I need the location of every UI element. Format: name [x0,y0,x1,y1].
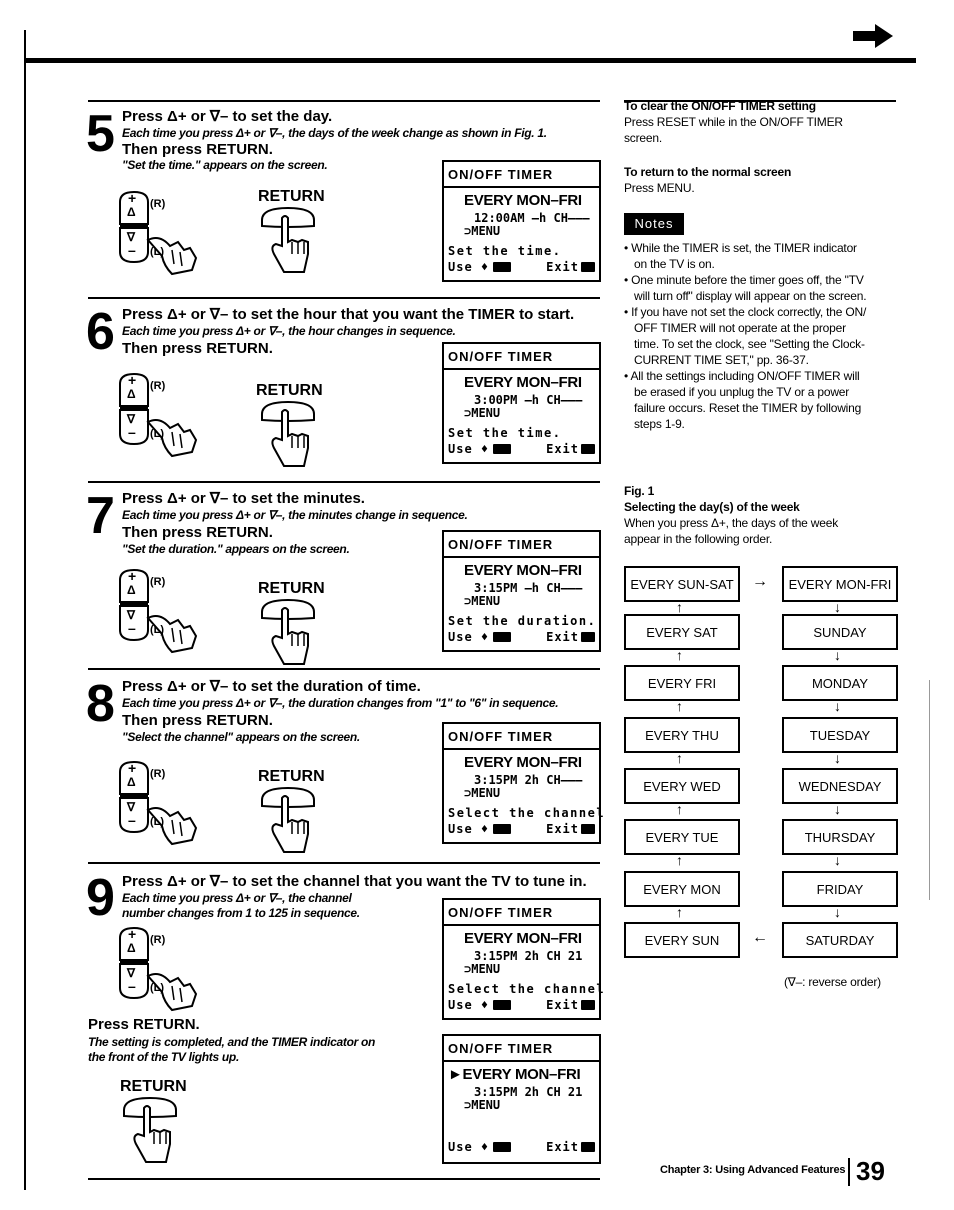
screen-exit-label: Exit [546,822,579,836]
menu-key-icon [581,1000,595,1010]
screen-header-divider [444,748,599,750]
screen-menu: ⊃MENU [464,786,501,800]
screen-menu: ⊃MENU [464,962,501,976]
screen-menu: ⊃MENU [464,224,501,238]
screen-use-label: Use ♦ [448,998,490,1012]
step-instruction: Press Δ+ or ∇– to set the minutes. [122,490,365,507]
arrow-down-icon: ↓ [834,852,841,868]
arrow-right-icon: → [752,573,768,590]
return-label: RETURN [120,1078,187,1095]
tv-screen-display [442,342,601,464]
day-box-right: MONDAY [782,665,898,701]
screen-header: ON/OFF TIMER [448,537,554,552]
top-rule [26,58,916,63]
menu-key-icon [581,444,595,454]
channel-buttons [112,372,222,462]
screen-time: 12:00AM –h CH––– [474,211,590,225]
note-line: steps 1-9. [634,417,685,431]
day-box-right: SUNDAY [782,614,898,650]
day-box-left: EVERY SUN-SAT [624,566,740,602]
screen-mode: EVERY MON–FRI [464,754,582,771]
return-button-icon [120,1096,180,1166]
plus-label: + [128,190,137,206]
l-label: (L) [150,624,165,636]
step-number: 5 [86,105,113,163]
step-result: "Set the duration." appears on the screen. [122,542,350,556]
fig-desc-2: appear in the following order. [624,532,773,546]
day-box-right: FRIDAY [782,871,898,907]
step-separator [88,481,600,483]
left-margin-line [24,30,26,1190]
step-then: Then press RETURN. [122,141,273,158]
arrow-up-icon: ↑ [676,750,683,766]
menu-key-icon [581,262,595,272]
return-title: To return to the normal screen [624,165,792,179]
note-line: OFF TIMER will not operate at the proper [634,321,846,335]
arrow-up-icon: ↑ [676,801,683,817]
tv-screen-display [442,1034,601,1164]
screen-exit-label: Exit [546,260,579,274]
screen-message: Set the time. [448,244,562,258]
arrow-up-icon: ↑ [676,852,683,868]
fig-title: Selecting the day(s) of the week [624,500,800,514]
footer-divider [848,1158,850,1186]
return-label: RETURN [256,382,323,399]
step-result: "Select the channel" appears on the screen. [122,730,360,744]
step-separator [88,297,600,299]
screen-exit-label: Exit [546,1140,579,1154]
screen-use-row [448,1140,511,1154]
screen-exit-label: Exit [546,630,579,644]
menu-key-icon [581,632,595,642]
nabla-label: ∇ [127,966,136,980]
completion-note: The setting is completed, and the TIMER indicator on [88,1035,376,1049]
page-number: 39 [856,1156,885,1186]
note-line: time. To set the clock, see "Setting the Clock- [634,337,865,351]
screen-time: 3:15PM 2h CH 21 [474,1085,583,1099]
screen-header: ON/OFF TIMER [448,729,554,744]
chapter-title: Chapter 3: Using Advanced Features [660,1164,846,1176]
day-box-left: EVERY TUE [624,819,740,855]
plus-label: + [128,926,137,942]
l-label: (L) [150,428,165,440]
reverse-order-note: (∇–: reverse order) [784,975,881,989]
plus-label: + [128,372,137,388]
screen-time: 3:15PM –h CH––– [474,581,583,595]
plus-label: + [128,568,137,584]
note-line: • If you have not set the clock correctly, the ON/ [624,305,867,319]
return-key-icon [493,1142,511,1152]
step-number: 9 [86,869,113,927]
step-number: 6 [86,303,113,361]
channel-buttons [112,568,222,658]
return-button-icon [258,400,318,470]
screen-menu: ⊃MENU [464,594,501,608]
screen-exit-row [546,630,595,644]
edge-mark [929,680,930,900]
screen-use-label: Use ♦ [448,1140,490,1154]
bottom-rule [88,1178,600,1180]
nabla-label: ∇ [127,230,136,244]
screen-mode: EVERY MON–FRI [464,374,582,391]
nabla-label: ∇ [127,608,136,622]
step-instruction: Press Δ+ or ∇– to set the day. [122,108,333,125]
day-box-left: EVERY MON [624,871,740,907]
screen-header-divider [444,556,599,558]
arrow-up-icon: ↑ [676,698,683,714]
day-box-right: SATURDAY [782,922,898,958]
tv-screen-display [442,160,601,282]
return-button-icon [258,786,318,856]
arrow-right-icon [853,24,893,48]
day-box-left: EVERY WED [624,768,740,804]
step-instruction: Press Δ+ or ∇– to set the hour that you want the TIMER to start. [122,306,575,323]
screen-use-row [448,822,511,836]
return-body: Press MENU. [624,181,695,195]
menu-key-icon [581,1142,595,1152]
screen-use-row [448,630,511,644]
screen-header-divider [444,368,599,370]
minus-label: – [128,978,136,994]
minus-label: – [128,424,136,440]
arrow-up-icon: ↑ [676,904,683,920]
screen-mode: EVERY MON–FRI [464,930,582,947]
clear-title: To clear the ON/OFF TIMER setting [624,99,816,113]
plus-label: + [128,760,137,776]
screen-header-divider [444,1060,599,1062]
step-instruction: Press Δ+ or ∇– to set the duration of time. [122,678,421,695]
day-box-right: WEDNESDAY [782,768,898,804]
step-then: Then press RETURN. [122,712,273,729]
step-then: Then press RETURN. [122,524,273,541]
note-line: • All the settings including ON/OFF TIMER will [624,369,860,383]
return-key-icon [493,632,511,642]
day-box-left: EVERY THU [624,717,740,753]
arrow-down-icon: ↓ [834,698,841,714]
step-result: "Set the time." appears on the screen. [122,158,328,172]
return-key-icon [493,824,511,834]
screen-exit-row [546,822,595,836]
screen-exit-row [546,998,595,1012]
minus-label: – [128,620,136,636]
note-line: failure occurs. Reset the TIMER by following [634,401,862,415]
return-key-icon [493,262,511,272]
screen-use-label: Use ♦ [448,822,490,836]
screen-menu: ⊃MENU [464,406,501,420]
screen-exit-row [546,442,595,456]
arrow-down-icon: ↓ [834,750,841,766]
screen-mode: EVERY MON–FRI [464,562,582,579]
fig-desc-1: When you press Δ+, the days of the week [624,516,839,530]
screen-time: 3:15PM 2h CH––– [474,773,583,787]
delta-label: Δ [127,387,136,401]
screen-header: ON/OFF TIMER [448,349,554,364]
note-line: CURRENT TIME SET," pp. 36-37. [634,353,809,367]
day-box-right: THURSDAY [782,819,898,855]
note-line: • While the TIMER is set, the TIMER indicator [624,241,857,255]
screen-header: ON/OFF TIMER [448,167,554,182]
l-label: (L) [150,982,165,994]
screen-header: ON/OFF TIMER [448,1041,554,1056]
nabla-label: ∇ [127,412,136,426]
r-label: (R) [150,576,166,588]
minus-label: – [128,812,136,828]
screen-use-row [448,442,511,456]
channel-buttons [112,926,222,1016]
arrow-down-icon: ↓ [834,599,841,615]
screen-use-label: Use ♦ [448,442,490,456]
step-note: Each time you press Δ+ or ∇–, the days of the week change as shown in Fig. 1. [122,126,547,140]
delta-label: Δ [127,583,136,597]
day-box-right: TUESDAY [782,717,898,753]
return-label: RETURN [258,768,325,785]
channel-buttons [112,760,222,850]
return-key-icon [493,1000,511,1010]
screen-message: Set the time. [448,426,562,440]
arrow-up-icon: ↑ [676,647,683,663]
tv-screen-display [442,898,606,1020]
r-label: (R) [150,380,166,392]
screen-exit-label: Exit [546,442,579,456]
arrow-left-icon: ← [752,929,768,946]
screen-message: Select the channel [448,806,606,820]
r-label: (R) [150,198,166,210]
note-line: will turn off" display will appear on the screen. [634,289,867,303]
screen-exit-row [546,1140,595,1154]
arrow-down-icon: ↓ [834,904,841,920]
tv-screen-display [442,530,601,652]
note-line: be erased if you unplug the TV or a power [634,385,850,399]
day-box-right: EVERY MON-FRI [782,566,898,602]
screen-header-divider [444,186,599,188]
return-key-icon [493,444,511,454]
step-note-cont: number changes from 1 to 125 in sequence. [122,906,360,920]
screen-menu: ⊃MENU [464,1098,501,1112]
minus-label: – [128,242,136,258]
nabla-label: ∇ [127,800,136,814]
arrow-up-icon: ↑ [676,599,683,615]
note-line: • One minute before the timer goes off, the "TV [624,273,864,287]
day-box-left: EVERY SUN [624,922,740,958]
screen-time: 3:00PM –h CH––– [474,393,583,407]
screen-message: Set the duration. [448,614,597,628]
notes-label [624,213,684,235]
day-box-left: EVERY SAT [624,614,740,650]
screen-header: ON/OFF TIMER [448,905,554,920]
notes-label-text: Notes [634,216,674,231]
step-then: Then press RETURN. [122,340,273,357]
clear-body-1: Press RESET while in the ON/OFF TIMER [624,115,843,129]
r-label: (R) [150,934,166,946]
delta-label: Δ [127,775,136,789]
r-label: (R) [150,768,166,780]
screen-use-label: Use ♦ [448,630,490,644]
screen-use-row [448,998,511,1012]
arrow-down-icon: ↓ [834,647,841,663]
return-button-icon [258,598,318,668]
screen-exit-row [546,260,595,274]
fig-label: Fig. 1 [624,484,655,498]
step-separator [88,862,600,864]
tv-screen-display [442,722,606,844]
return-label: RETURN [258,580,325,597]
press-return: Press RETURN. [88,1016,200,1033]
screen-message: Select the channel [448,982,606,996]
step-instruction: Press Δ+ or ∇– to set the channel that you want the TV to tune in. [122,873,587,890]
delta-label: Δ [127,941,136,955]
screen-use-row [448,260,511,274]
screen-time: 3:15PM 2h CH 21 [474,949,583,963]
screen-exit-label: Exit [546,998,579,1012]
step-number: 7 [86,487,113,545]
step-note: Each time you press Δ+ or ∇–, the channel [122,891,352,905]
step-separator [88,100,600,102]
step-note: Each time you press Δ+ or ∇–, the duration changes from "1" to "6" in sequence. [122,696,559,710]
step-note: Each time you press Δ+ or ∇–, the minutes change in sequence. [122,508,468,522]
step-number: 8 [86,675,113,733]
menu-key-icon [581,824,595,834]
screen-mode: ►EVERY MON–FRI [448,1066,581,1083]
step-note: Each time you press Δ+ or ∇–, the hour changes in sequence. [122,324,456,338]
delta-label: Δ [127,205,136,219]
screen-use-label: Use ♦ [448,260,490,274]
return-label: RETURN [258,188,325,205]
l-label: (L) [150,816,165,828]
step-separator [88,668,600,670]
arrow-down-icon: ↓ [834,801,841,817]
day-box-left: EVERY FRI [624,665,740,701]
screen-header-divider [444,924,599,926]
return-button-icon [258,206,318,276]
screen-mode: EVERY MON–FRI [464,192,582,209]
l-label: (L) [150,246,165,258]
clear-body-2: screen. [624,131,662,145]
completion-note-cont: the front of the TV lights up. [88,1050,239,1064]
channel-buttons [112,190,222,280]
note-line: on the TV is on. [634,257,715,271]
